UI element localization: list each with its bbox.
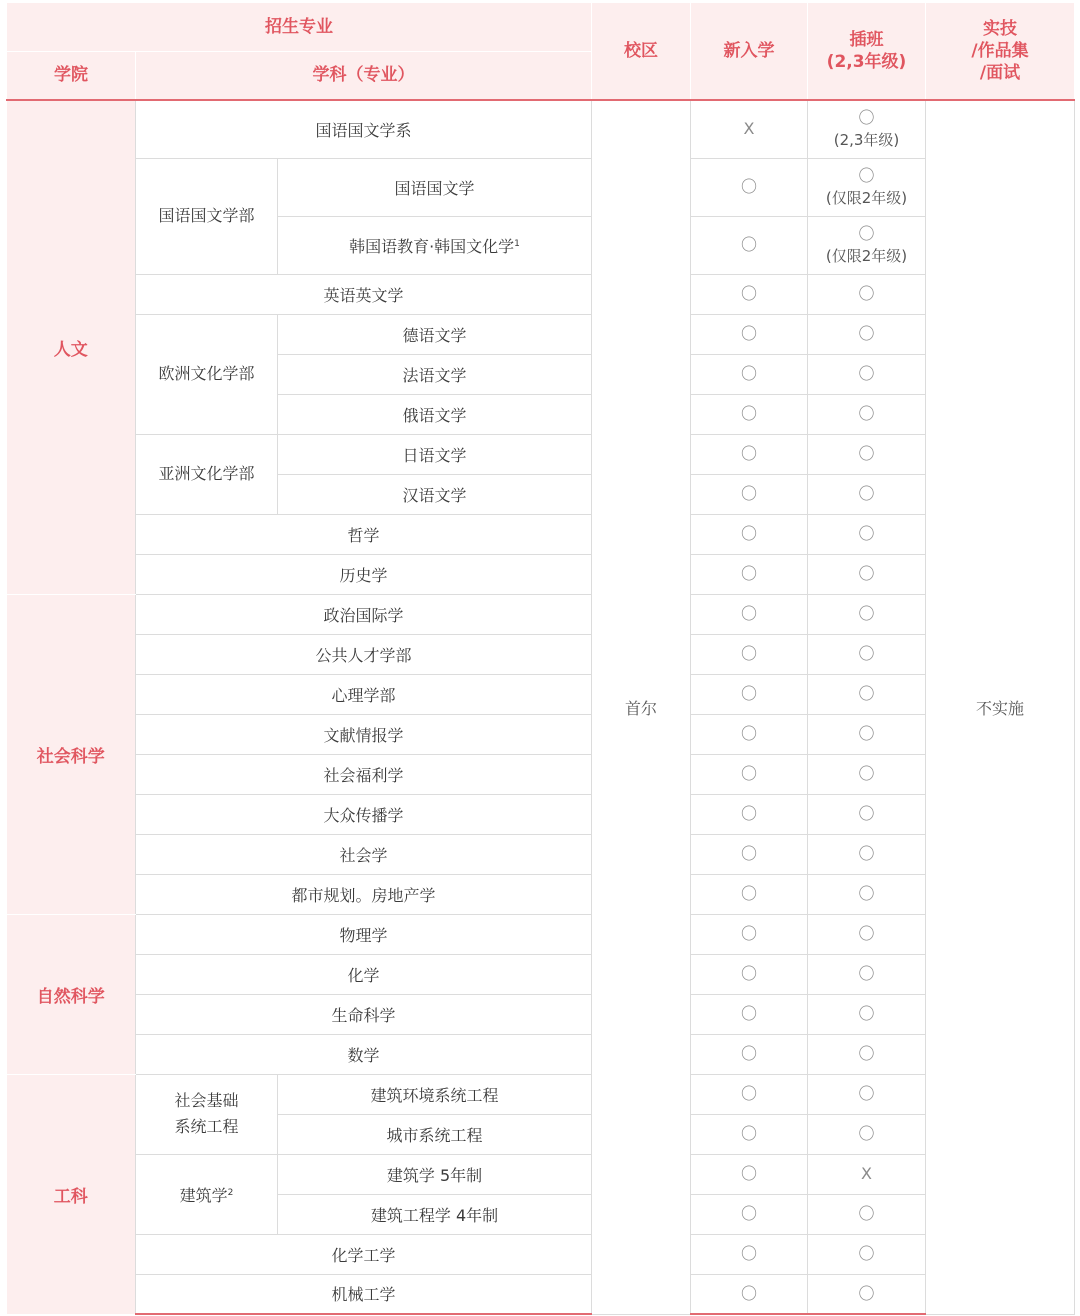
subject-cell: 公共人才学部 xyxy=(136,634,592,674)
college-header: 学院 xyxy=(7,51,136,100)
subject-cell: 建筑学 5年制 xyxy=(278,1154,592,1194)
table-row xyxy=(7,874,1075,914)
subject-cell: 国语国文学系 xyxy=(136,100,592,158)
subject-text: 韩国语教育·韩国文化学 xyxy=(349,236,515,256)
transfer-mark: 〇 xyxy=(808,1034,926,1074)
freshman-mark: 〇 xyxy=(691,554,808,594)
transfer-mark: 〇 xyxy=(808,1074,926,1114)
transfer-note: (2,3年级) xyxy=(833,131,900,150)
table-row xyxy=(7,594,1075,634)
subject-cell: 俄语文学 xyxy=(278,394,592,434)
subject-cell: 政治国际学 xyxy=(136,594,592,634)
transfer-mark: 〇 xyxy=(808,1274,926,1314)
table-row xyxy=(7,914,1075,954)
college-natural: 自然科学 xyxy=(7,914,136,1074)
subject-cell: 德语文学 xyxy=(278,314,592,354)
subject-cell: 历史学 xyxy=(136,554,592,594)
subject-cell: 大众传播学 xyxy=(136,794,592,834)
freshman-mark: 〇 xyxy=(691,314,808,354)
transfer-mark: 〇 xyxy=(808,594,926,634)
freshman-mark: X xyxy=(691,100,808,158)
subject-cell: 汉语文学 xyxy=(278,474,592,514)
subject-cell: 哲学 xyxy=(136,514,592,554)
freshman-mark: 〇 xyxy=(691,434,808,474)
freshman-mark: 〇 xyxy=(691,674,808,714)
freshman-mark: 〇 xyxy=(691,594,808,634)
subject-cell: 日语文学 xyxy=(278,434,592,474)
subject-cell: 法语文学 xyxy=(278,354,592,394)
admission-table xyxy=(6,3,1075,1315)
transfer-note: (仅限2年级) xyxy=(825,189,908,207)
table-row xyxy=(7,1074,1075,1114)
dept-social-infra-line2: 系统工程 xyxy=(174,1117,239,1136)
transfer-mark: 〇 xyxy=(808,1194,926,1234)
transfer-mark: 〇 xyxy=(808,914,926,954)
table-row xyxy=(7,674,1075,714)
subject-cell: 英语英文学 xyxy=(136,274,592,314)
transfer-mark: 〇 xyxy=(808,354,926,394)
transfer-mark: 〇 xyxy=(808,794,926,834)
transfer-mark: 〇 xyxy=(808,514,926,554)
freshman-mark: 〇 xyxy=(691,1074,808,1114)
freshman-mark: 〇 xyxy=(691,514,808,554)
college-social: 社会科学 xyxy=(7,594,136,914)
freshman-mark: 〇 xyxy=(691,1274,808,1314)
practice-header-line2: /作品集 xyxy=(971,41,1029,61)
freshman-mark: 〇 xyxy=(691,1114,808,1154)
transfer-mark: 〇 xyxy=(858,108,875,128)
subject-cell: 都市规划。房地产学 xyxy=(136,874,592,914)
freshman-mark: 〇 xyxy=(691,274,808,314)
subject-cell: 社会学 xyxy=(136,834,592,874)
freshman-mark: 〇 xyxy=(691,834,808,874)
freshman-mark: 〇 xyxy=(691,158,808,216)
transfer-mark: 〇 xyxy=(808,394,926,434)
table-header xyxy=(7,3,1075,100)
college-engineering: 工科 xyxy=(7,1074,136,1314)
dept-social-infra-line1: 社会基础 xyxy=(174,1091,239,1110)
dept-europe: 欧洲文化学部 xyxy=(136,314,278,434)
subject-cell: 数学 xyxy=(136,1034,592,1074)
transfer-mark: 〇 xyxy=(808,554,926,594)
freshman-mark: 〇 xyxy=(691,474,808,514)
table-row xyxy=(7,1234,1075,1274)
freshman-mark: 〇 xyxy=(691,1034,808,1074)
freshman-mark: 〇 xyxy=(691,634,808,674)
transfer-mark: 〇 xyxy=(808,754,926,794)
subject-cell: 国语国文学 xyxy=(278,158,592,216)
freshman-mark: 〇 xyxy=(691,1194,808,1234)
table-row xyxy=(7,1274,1075,1314)
footnote-mark: 2 xyxy=(227,1187,234,1198)
table-row xyxy=(7,834,1075,874)
subject-cell: 社会福利学 xyxy=(136,754,592,794)
footnote-mark: 1 xyxy=(514,238,520,249)
practice-cell: 不实施 xyxy=(926,100,1075,1314)
table-row xyxy=(7,314,1075,354)
table-row xyxy=(7,714,1075,754)
transfer-mark: 〇 xyxy=(858,224,875,243)
subject-cell: 生命科学 xyxy=(136,994,592,1034)
freshman-mark: 〇 xyxy=(691,994,808,1034)
campus-cell: 首尔 xyxy=(592,100,691,1314)
table-row xyxy=(7,1034,1075,1074)
transfer-header-line1: 插班 xyxy=(849,30,884,50)
table-row xyxy=(7,274,1075,314)
transfer-mark: 〇 xyxy=(808,714,926,754)
freshman-mark: 〇 xyxy=(691,714,808,754)
transfer-mark-cell xyxy=(808,100,926,158)
table-row xyxy=(7,954,1075,994)
campus-header: 校区 xyxy=(592,3,691,100)
subject-cell: 机械工学 xyxy=(136,1274,592,1314)
transfer-mark: 〇 xyxy=(808,1114,926,1154)
subject-cell: 化学工学 xyxy=(136,1234,592,1274)
subject-cell: 城市系统工程 xyxy=(278,1114,592,1154)
table-row xyxy=(7,794,1075,834)
subject-cell: 物理学 xyxy=(136,914,592,954)
freshman-mark: 〇 xyxy=(691,216,808,274)
transfer-mark: 〇 xyxy=(808,954,926,994)
transfer-mark: 〇 xyxy=(808,314,926,354)
transfer-mark: 〇 xyxy=(808,674,926,714)
freshman-mark: 〇 xyxy=(691,1234,808,1274)
transfer-mark-cell xyxy=(808,158,926,216)
transfer-mark: 〇 xyxy=(808,834,926,874)
table-row xyxy=(7,158,1075,216)
practice-header-line3: /面试 xyxy=(979,63,1021,83)
table-row xyxy=(7,100,1075,158)
major-group-header: 招生专业 xyxy=(7,3,592,51)
freshman-header: 新入学 xyxy=(691,3,808,100)
transfer-mark-cell xyxy=(808,216,926,274)
transfer-header-line2: (2,3年级) xyxy=(826,52,907,72)
table-row xyxy=(7,1154,1075,1194)
subject-cell: 心理学部 xyxy=(136,674,592,714)
transfer-note: (仅限2年级) xyxy=(825,247,908,265)
dept-architecture xyxy=(136,1154,278,1234)
practice-header xyxy=(926,3,1075,100)
transfer-header xyxy=(808,3,926,100)
practice-header-line1: 实技 xyxy=(983,19,1017,39)
transfer-mark: 〇 xyxy=(808,434,926,474)
transfer-mark: 〇 xyxy=(808,634,926,674)
transfer-mark: 〇 xyxy=(808,994,926,1034)
subject-cell: 建筑环境系统工程 xyxy=(278,1074,592,1114)
table-row xyxy=(7,994,1075,1034)
transfer-mark: 〇 xyxy=(808,274,926,314)
subject-cell: 化学 xyxy=(136,954,592,994)
freshman-mark: 〇 xyxy=(691,874,808,914)
transfer-mark: 〇 xyxy=(858,166,875,185)
freshman-mark: 〇 xyxy=(691,794,808,834)
subject-cell xyxy=(278,216,592,274)
freshman-mark: 〇 xyxy=(691,754,808,794)
transfer-mark: 〇 xyxy=(808,874,926,914)
freshman-mark: 〇 xyxy=(691,394,808,434)
dept-social-infra xyxy=(136,1074,278,1154)
table-row xyxy=(7,514,1075,554)
freshman-mark: 〇 xyxy=(691,914,808,954)
transfer-mark: 〇 xyxy=(808,474,926,514)
subject-header: 学科（专业） xyxy=(136,51,592,100)
college-humanities: 人文 xyxy=(7,100,136,594)
table-body xyxy=(7,100,1075,1314)
dept-architecture-text: 建筑学 xyxy=(179,1185,228,1205)
table-row xyxy=(7,554,1075,594)
transfer-mark: X xyxy=(808,1154,926,1194)
table-row xyxy=(7,754,1075,794)
freshman-mark: 〇 xyxy=(691,354,808,394)
freshman-mark: 〇 xyxy=(691,954,808,994)
table-row xyxy=(7,434,1075,474)
freshman-mark: 〇 xyxy=(691,1154,808,1194)
subject-cell: 建筑工程学 4年制 xyxy=(278,1194,592,1234)
dept-asia: 亚洲文化学部 xyxy=(136,434,278,514)
subject-cell: 文献情报学 xyxy=(136,714,592,754)
table-row xyxy=(7,634,1075,674)
transfer-mark: 〇 xyxy=(808,1234,926,1274)
dept-korean: 国语国文学部 xyxy=(136,158,278,274)
